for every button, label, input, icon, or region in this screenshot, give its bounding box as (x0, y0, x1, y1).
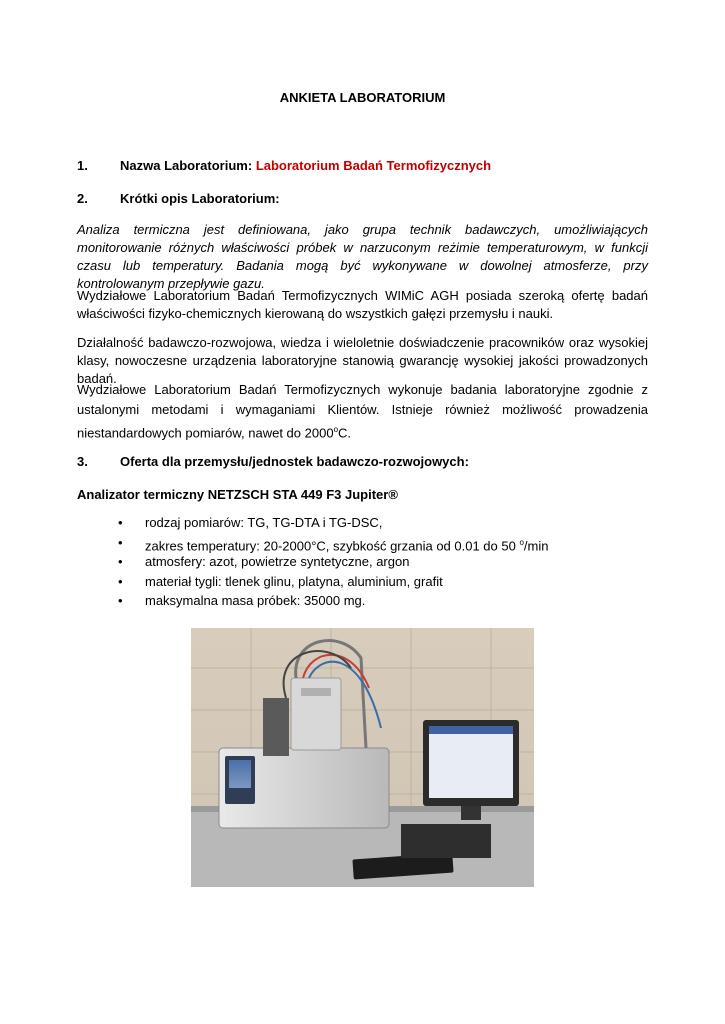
device-title: Analizator termiczny NETZSCH STA 449 F3 Jupiter® (77, 487, 398, 502)
bullet-icon: • (118, 554, 123, 569)
section-1-label: Nazwa Laboratorium: (120, 158, 253, 173)
description-paragraph-3: Działalność badawczo-rozwojowa, wiedza i wieloletnie doświadczenie pracowników oraz wysokiej klasy, nowoczesne urządzenia laboratoryjne stanowią gwarancję wysokiej jakości prowadzonych badań. (77, 335, 648, 386)
lab-equipment-photo (191, 628, 534, 887)
section-2-label: Krótki opis Laboratorium: (120, 191, 280, 206)
bullet-icon: • (118, 593, 123, 608)
bullet-icon: • (118, 534, 123, 550)
list-item: • atmosfery: azot, powietrze syntetyczne, argon (118, 552, 548, 572)
description-paragraph-2: Wydziałowe Laboratorium Badań Termofizycznych WIMiC AGH posiada szeroką ofertę badań właściwości fizyko-chemicznych kierowaną do wszystkich gałęzi przemysłu i nauki. (77, 288, 648, 321)
list-item: • zakres temperatury: 20-2000°C, szybkość grzania od 0.01 do 50 $^o$/min (118, 534, 549, 553)
section-3-number: 3. (77, 454, 88, 469)
bullet-icon: • (118, 515, 123, 530)
description-paragraph-4 (77, 380, 648, 443)
section-3-label: Oferta dla przemysłu/jednostek badawczo-rozwojowych: (120, 454, 469, 469)
laboratory-name: Laboratorium Badań Termofizycznych (255, 158, 492, 173)
section-1-heading (77, 158, 491, 173)
device-specs-list (118, 513, 548, 611)
section-2-number: 2. (77, 191, 88, 206)
list-item: • maksymalna masa próbek: 35000 mg. (118, 591, 548, 611)
bullet-icon: • (118, 573, 123, 589)
list-item: • materiał tygli: tlenek glinu, platyna, aluminium, grafit (118, 572, 548, 592)
paragraph-4-text: Wydziałowe Laboratorium Badań Termofizycznych wykonuje badania laboratoryjne zgodnie z ustalonymi metodami i wymaganiami Klientów. Istnieje również możliwość prowadzenia niestandardowych pomiarów, nawet do 2000 (77, 382, 648, 441)
degree-superscript: o (333, 425, 339, 434)
list-item: • rodzaj pomiarów: TG, TG-DTA i TG-DSC, (118, 513, 548, 533)
section-2-heading (77, 191, 280, 206)
description-paragraph-italic: Analiza termiczna jest definiowana, jako grupa technik badawczych, umożliwiających monitorowanie różnych właściwości próbek w narzuconym reżimie temperaturowym, w funkcji czasu lub temperatury. Badania mogą być wykonywane w dowolnej atmosferze, przy kontrolowanym przepływie gazu. (77, 222, 648, 291)
section-1-number: 1. (77, 158, 88, 173)
paragraph-4-tail: C. (338, 425, 352, 441)
section-3-heading (77, 454, 469, 469)
document-title: ANKIETA LABORATORIUM (279, 90, 446, 105)
